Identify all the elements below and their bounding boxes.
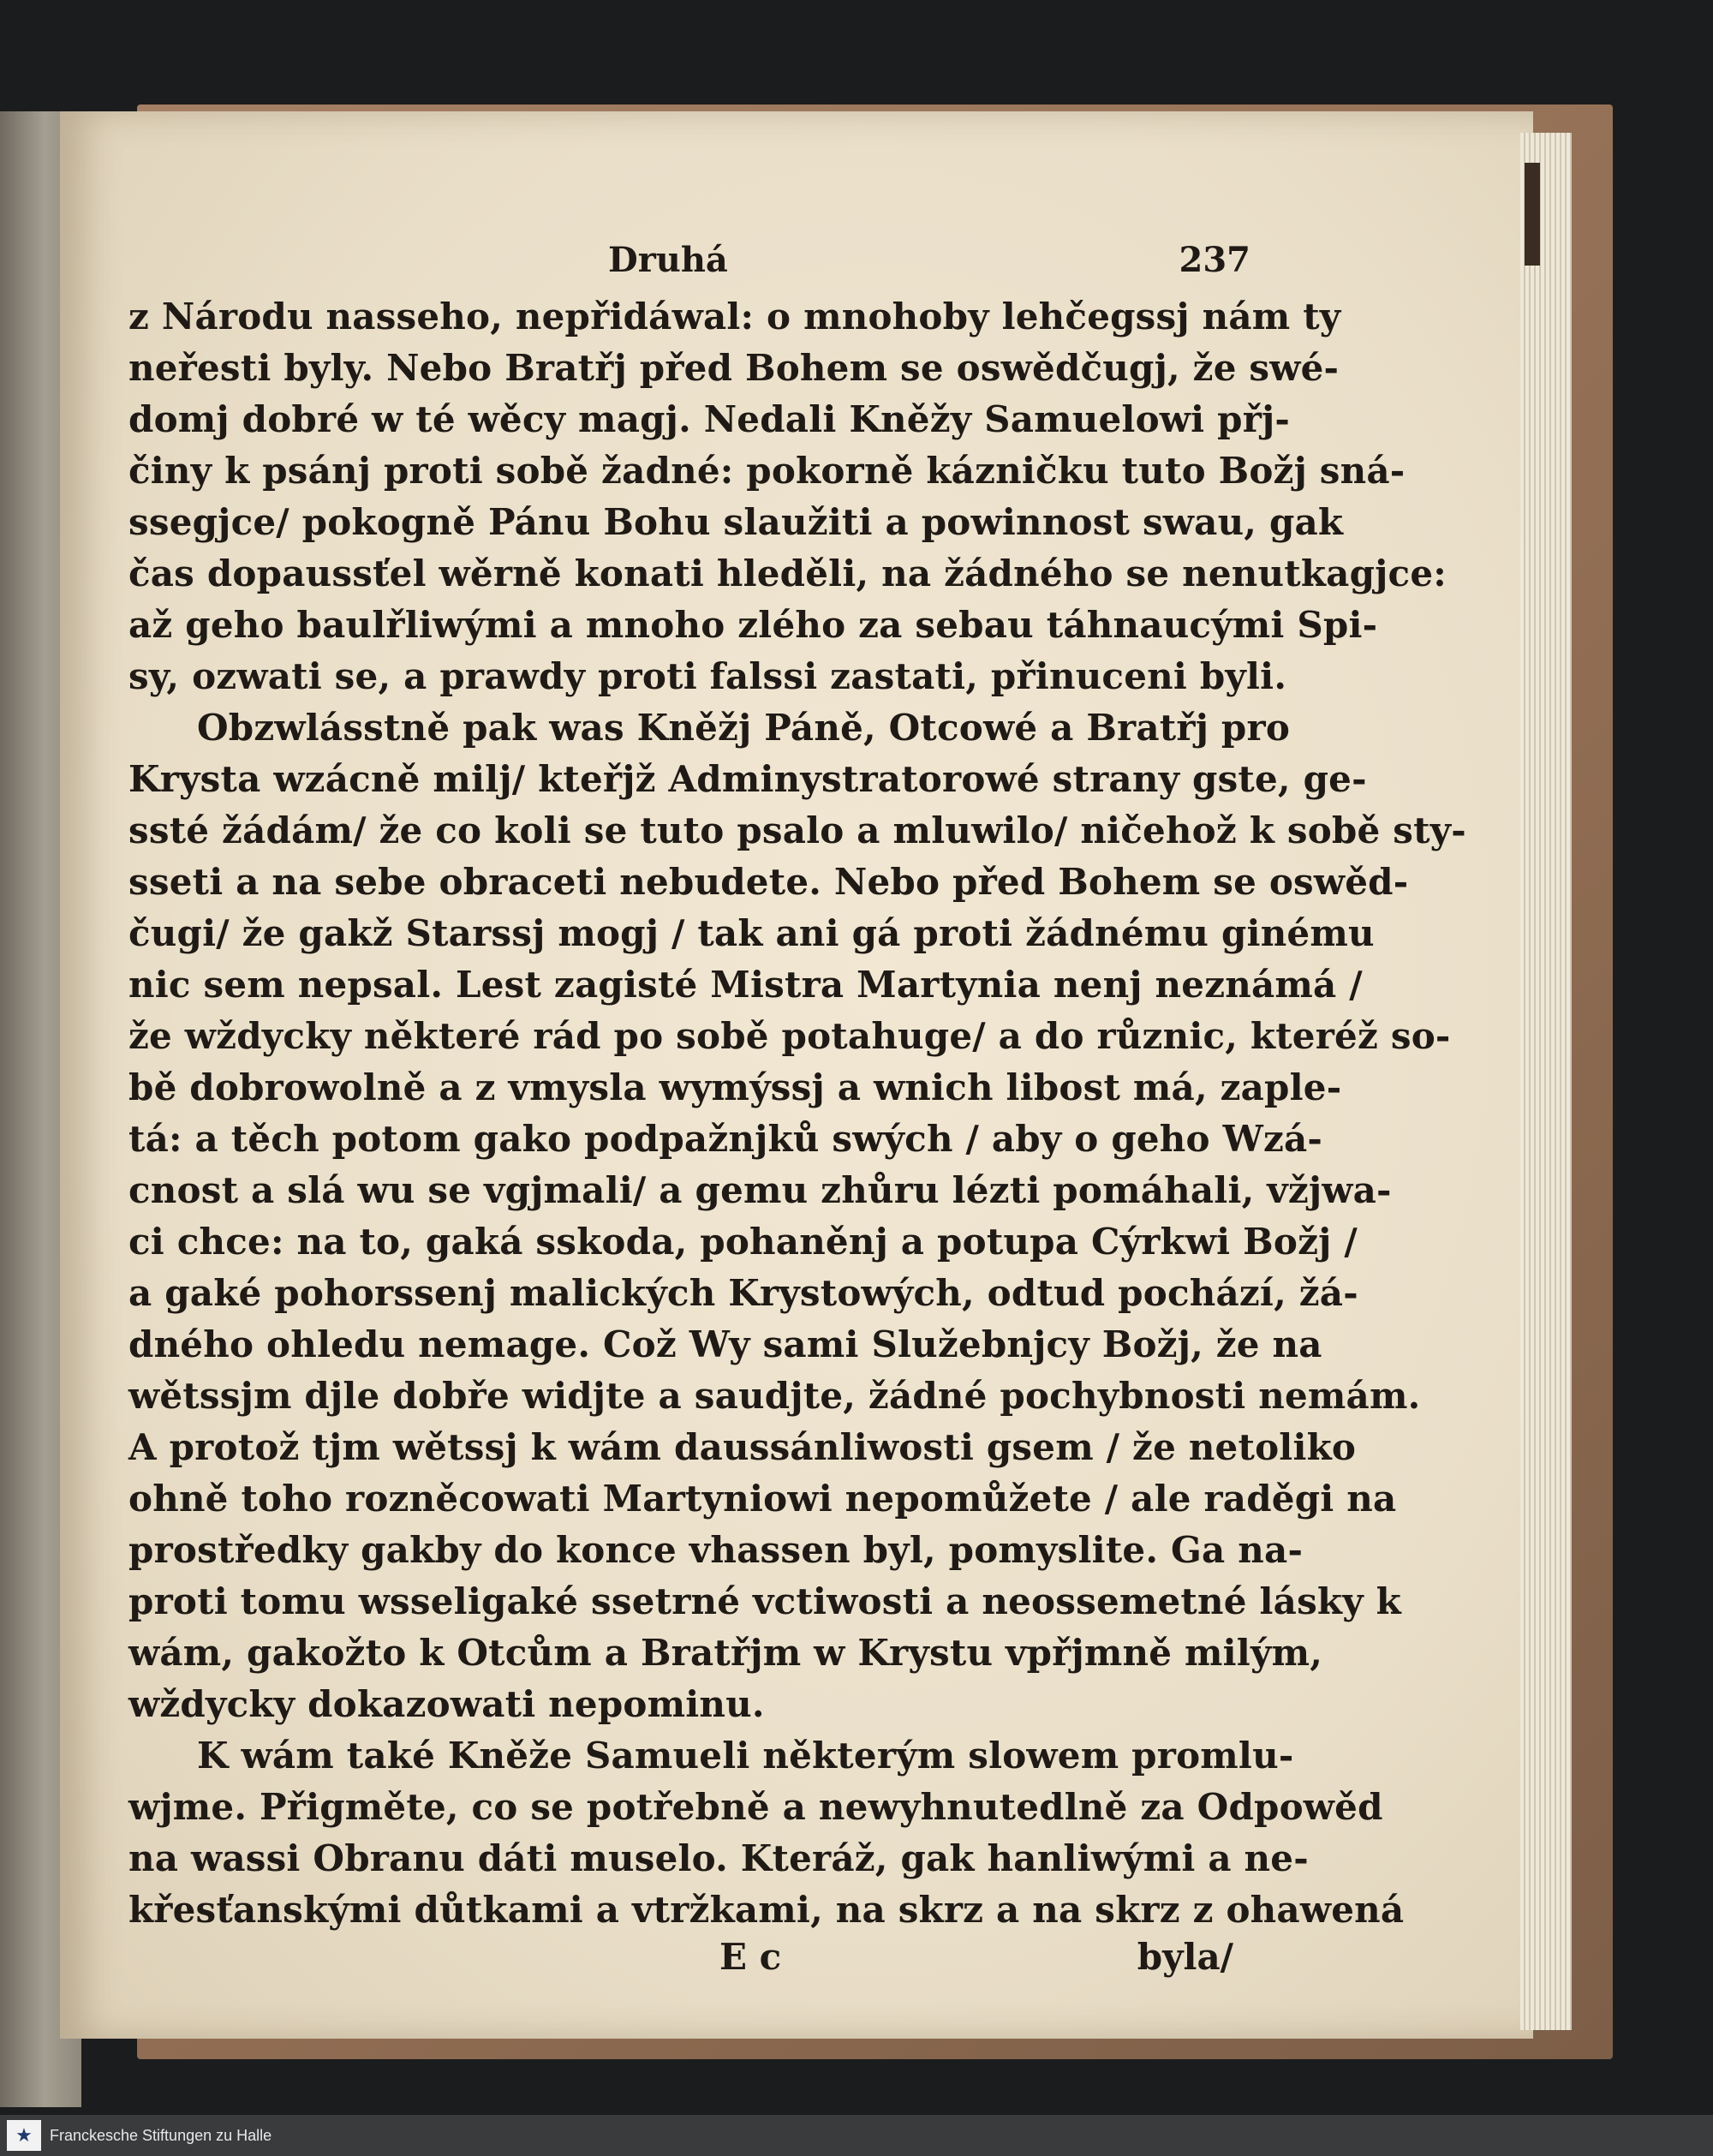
text-line: K wám také Kněže Samueli některým slowem promlu- <box>197 1735 1294 1777</box>
text-line: Obzwlásstně pak was Kněžj Páně, Otcowé a Bratřj pro <box>197 707 1291 749</box>
text-line: čas dopaussťel wěrně konati hleděli, na žádného se nenutkagjce: <box>128 552 1447 594</box>
page-block-edges <box>1520 133 1572 2030</box>
running-head-title: Druhá <box>608 240 728 280</box>
running-head <box>128 240 1250 291</box>
text-line: neřesti byly. Nebo Bratřj před Bohem se oswědčugj, že swé- <box>128 347 1340 389</box>
viewer-footer <box>0 2115 1713 2156</box>
text-line: sseti a na sebe obraceti nebudete. Nebo před Bohem se oswěd- <box>128 861 1409 903</box>
text-line: tá: a těch potom gako podpažnjků swých / aby o geho Wzá- <box>128 1118 1323 1160</box>
text-line: ssté žádám/ že co koli se tuto psalo a mluwilo/ ničehož k sobě sty- <box>128 809 1466 851</box>
text-lines <box>128 291 1466 1936</box>
text-line: nic sem nepsal. Lest zagisté Mistra Martynia nenj neznámá / <box>128 964 1363 1006</box>
text-line: ohně toho rozněcowati Martyniowi nepomůžete / ale raděgi na <box>128 1478 1397 1520</box>
text-line: dného ohledu nemage. Což Wy sami Služebnjcy Božj, že na <box>128 1323 1322 1365</box>
page-text <box>128 240 1466 1991</box>
signature-mark: E c <box>719 1936 782 1978</box>
text-line: sy, ozwati se, a prawdy proti falssi zastati, přinuceni byli. <box>128 655 1287 697</box>
text-line: činy k psánj proti sobě žadné: pokorně kázničku tuto Božj sná- <box>128 450 1406 492</box>
text-line: domj dobré w té wěcy magj. Nedali Kněžy Samuelowi přj- <box>128 398 1291 440</box>
text-line: a gaké pohorssenj malických Krystowých, odtud pochází, žá- <box>128 1272 1358 1314</box>
institution-logo-icon: ★ <box>7 2120 41 2151</box>
text-line: čugi/ že gakž Starssj mogj / tak ani gá proti žádnému ginému <box>128 912 1375 954</box>
text-line: z Národu nasseho, nepřidáwal: o mnohoby lehčegssj nám ty <box>128 296 1341 337</box>
text-line: na wassi Obranu dáti muselo. Kteráž, gak hanliwými a ne- <box>128 1837 1309 1879</box>
text-line: wětssjm djle dobře widjte a saudjte, žádné pochybnosti nemám. <box>128 1375 1421 1417</box>
catchword: byla/ <box>1137 1936 1233 1978</box>
text-line: wám, gakožto k Otcům a Bratřjm w Krystu vpřjmně milým, <box>128 1632 1323 1674</box>
text-line: cnost a slá wu se vgjmali/ a gemu zhůru lézti pomáhali, vžjwa- <box>128 1169 1392 1211</box>
text-line: až geho baulřliwými a mnoho zlého za sebau táhnaucými Spi- <box>128 604 1378 646</box>
text-line: ci chce: na to, gaká sskoda, pohaněnj a potupa Cýrkwi Božj / <box>128 1221 1358 1263</box>
text-line: wždycky dokazowati nepominu. <box>128 1683 765 1725</box>
text-line: wjme. Přigměte, co se potřebně a newyhnutedlně za Odpowěd <box>128 1786 1383 1828</box>
text-line: bě dobrowolně a z vmysla wymýssj a wnich libost má, zaple- <box>128 1066 1342 1108</box>
footer-credit: Franckesche Stiftungen zu Halle <box>50 2127 272 2144</box>
text-line: prostředky gakby do konce vhassen byl, pomyslite. Ga na- <box>128 1529 1304 1571</box>
bookmark-ribbon <box>1525 163 1540 266</box>
catch-line <box>128 1936 1250 1991</box>
text-line: Krysta wzácně milj/ kteřjž Adminystratorowé strany gste, ge- <box>128 758 1367 800</box>
text-line: že wždycky některé rád po sobě potahuge/ a do různic, kteréž so- <box>128 1015 1451 1057</box>
page-number: 237 <box>1179 240 1250 280</box>
text-line: A protož tjm wětssj k wám daussánliwosti gsem / že netoliko <box>128 1426 1357 1468</box>
text-line: křesťanskými důtkami a vtržkami, na skrz a na skrz z ohawená <box>128 1889 1405 1931</box>
text-line: ssegjce/ pokogně Pánu Bohu slaužiti a powinnost swau, gak <box>128 501 1344 543</box>
text-line: proti tomu wsseligaké ssetrné vctiwosti a neossemetné lásky k <box>128 1580 1401 1622</box>
